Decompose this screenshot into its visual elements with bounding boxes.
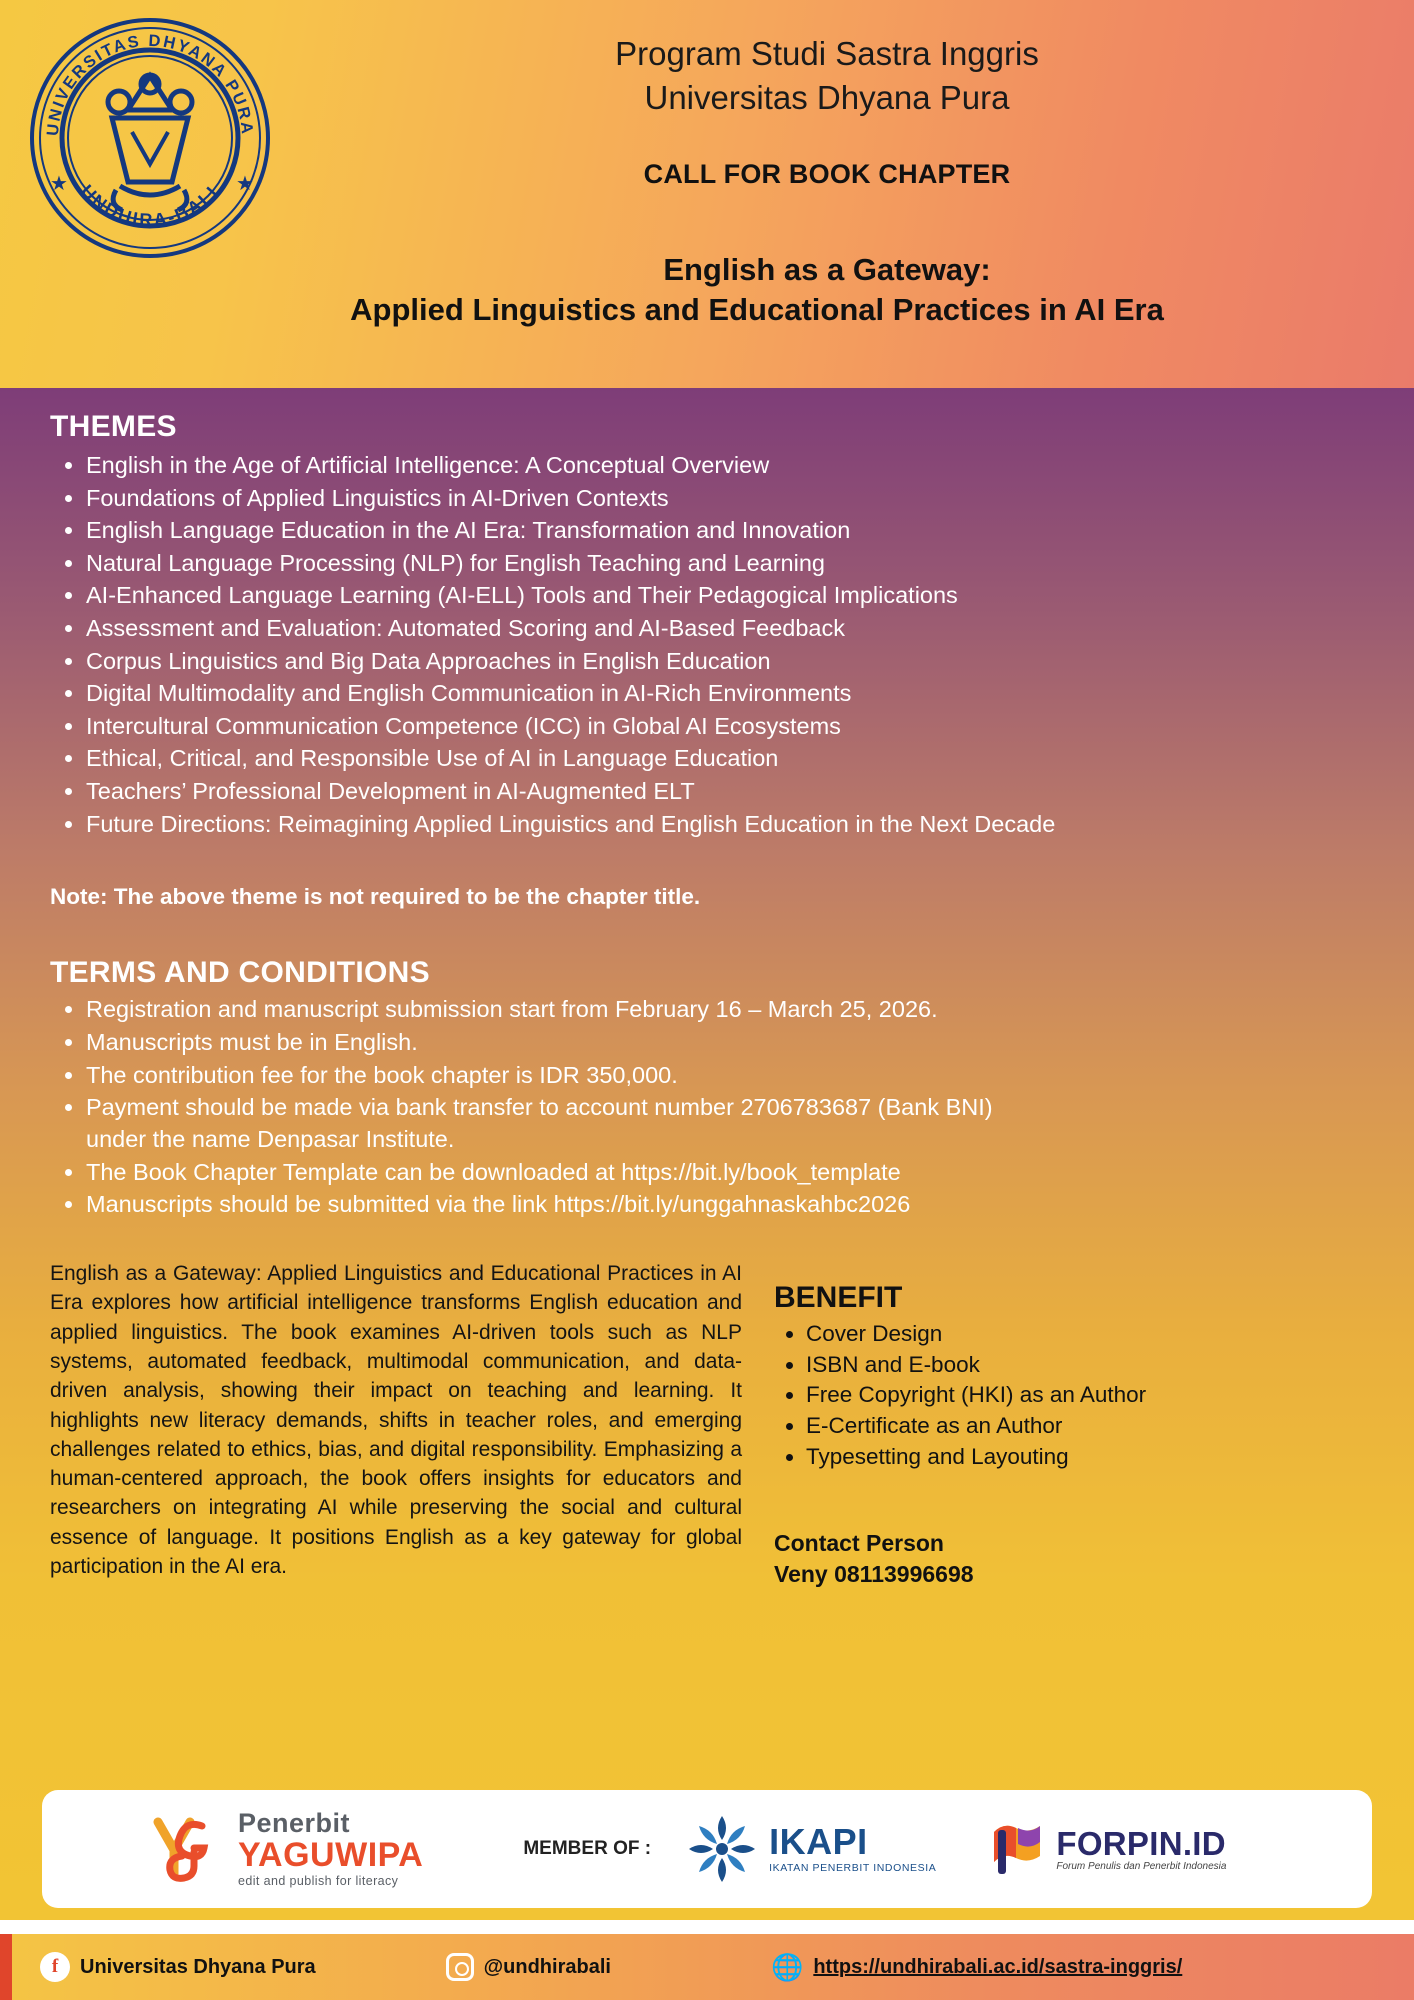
forpin-wordmark [1056,1824,1227,1872]
footer-facebook[interactable] [40,1952,316,1982]
list-item: • Manuscripts should be submitted via the link https://bit.ly/unggahnaskahbc2026 [86,1189,1374,1221]
list-item: • Free Copyright (HKI) as an Author [806,1380,1374,1411]
sponsor-forpin [988,1818,1226,1880]
program-line-2: Universitas Dhyana Pura [644,78,1010,116]
list-item: • The Book Chapter Template can be downloaded at https://bit.ly/book_template [86,1157,1374,1189]
call-for-book-chapter-label: CALL FOR BOOK CHAPTER [643,159,1011,190]
terms-item-payment-sub: under the name Denpasar Institute. [86,1126,455,1152]
forpin-name: FORPIN.ID [1056,1824,1226,1862]
benefit-list [806,1319,1374,1472]
contact-person: Veny 08113996698 [774,1560,974,1587]
benefit-contact-column [750,1259,1374,1589]
book-abstract: English as a Gateway: Applied Linguistics and Educational Practices in AI Era explores how artificial intelligence transforms English education and applied linguistics. The book examines AI-driven tools such as NLP systems, automated feedback, multimodal communication, and data-driven analysis, showing their impact on teaching and learning. It highlights new literacy demands, shifts in teacher roles, and emerging challenges related to ethics, bias, and digital responsibility. Emphasizing a human-centered approach, the book offers insights for educators and researchers on integrating AI while preserving the social and cultural essence of language. It positions English as a key gateway for global participation in the AI era. [50,1262,742,1578]
contact-block [774,1528,1374,1589]
yaguwipa-wordmark [238,1810,423,1888]
poster-footer [0,1934,1414,2000]
facebook-label: Universitas Dhyana Pura [80,1955,316,1978]
forpin-subtitle: Forum Penulis dan Penerbit Indonesia [1056,1860,1227,1872]
list-item: • Future Directions: Reimagining Applied Linguistics and English Education in the Next Decade [86,809,1374,841]
poster-title-line-1: English as a Gateway: [663,252,991,288]
instagram-label: @undhirabali [483,1955,611,1978]
svg-text:★: ★ [236,173,254,195]
list-item: • The contribution fee for the book chapter is IDR 350,000. [86,1060,1374,1092]
poster-body [0,388,1414,1920]
list-item: • Typesetting and Layouting [806,1442,1374,1473]
list-item: • Ethical, Critical, and Responsible Use of AI in Language Education [86,743,1374,775]
terms-section [50,956,1374,1221]
themes-note: Note: The above theme is not required to be the chapter title. [50,884,701,910]
svg-text:UNIVERSITAS DHYANA PURA: UNIVERSITAS DHYANA PURA [43,31,257,137]
poster-title-line-2: Applied Linguistics and Educational Practices in AI Era [350,292,1164,328]
footer-website[interactable] [771,1952,1182,1983]
list-item: • Intercultural Communication Competence (ICC) in Global AI Ecosystems [86,711,1374,743]
terms-item-payment: Payment should be made via bank transfer to account number 2706783687 (Bank BNI) [86,1094,993,1121]
list-item: • Cover Design [806,1319,1374,1350]
svg-text:★: ★ [50,173,68,195]
sponsor-bar [42,1790,1372,1908]
yaguwipa-name-bottom: YAGUWIPA [238,1836,424,1875]
ikapi-wordmark [769,1821,937,1875]
yaguwipa-name-top: Penerbit [238,1808,351,1839]
list-item: • Teachers’ Professional Development in AI-Augmented ELT [86,776,1374,808]
website-link[interactable]: https://undhirabali.ac.id/sastra-inggris/ [813,1955,1183,1978]
list-item: • English Language Education in the AI Era: Transformation and Innovation [86,515,1374,547]
forpin-logo-icon [988,1818,1050,1880]
yaguwipa-tagline: edit and publish for literacy [238,1874,399,1889]
list-item: • Manuscripts must be in English. [86,1027,1374,1059]
terms-list [86,994,1374,1221]
svg-text:UNDHIRA-BALI: UNDHIRA-BALI [76,180,223,231]
list-item [86,1092,1374,1155]
list-item: • AI-Enhanced Language Learning (AI-ELL) Tools and Their Pedagogical Implications [86,580,1374,612]
list-item: • Corpus Linguistics and Big Data Approaches in English Education [86,646,1374,678]
themes-heading: THEMES [50,410,177,443]
list-item: • Assessment and Evaluation: Automated Scoring and AI-Based Feedback [86,613,1374,645]
undhira-logo [20,14,280,269]
lower-section [50,1259,1374,1589]
header-text-block [300,8,1414,328]
footer-instagram[interactable] [446,1953,611,1981]
member-of-label: MEMBER OF : [523,1838,652,1859]
contact-label: Contact Person [774,1530,944,1557]
list-item: • Natural Language Processing (NLP) for English Teaching and Learning [86,548,1374,580]
university-logo-wrap [0,8,300,269]
ikapi-subtitle: IKATAN PENERBIT INDONESIA [769,1862,937,1875]
list-item: • E-Certificate as an Author [806,1411,1374,1442]
ikapi-name: IKAPI [769,1821,868,1863]
instagram-icon [446,1953,474,1981]
sponsor-yaguwipa [152,1810,423,1888]
ikapi-logo-icon [685,1812,759,1886]
facebook-icon: f [40,1952,70,1982]
sponsor-ikapi [685,1812,936,1886]
list-item: • Registration and manuscript submission start from February 16 – March 25, 2026. [86,994,1374,1026]
list-item: • Foundations of Applied Linguistics in AI-Driven Contexts [86,483,1374,515]
list-item: • English in the Age of Artificial Intelligence: A Conceptual Overview [86,450,1374,482]
list-item: • Digital Multimodality and English Communication in AI-Rich Environments [86,678,1374,710]
themes-list [86,450,1374,840]
poster-header [0,0,1414,388]
footer-accent-bar [0,1934,12,2000]
yaguwipa-logo-icon [152,1816,230,1882]
benefit-heading: BENEFIT [774,1281,903,1315]
program-line-1: Program Studi Sastra Inggris [615,35,1039,72]
terms-heading: TERMS AND CONDITIONS [50,956,430,990]
globe-icon: 🌐 [770,1951,804,1982]
list-item: • ISBN and E-book [806,1350,1374,1381]
